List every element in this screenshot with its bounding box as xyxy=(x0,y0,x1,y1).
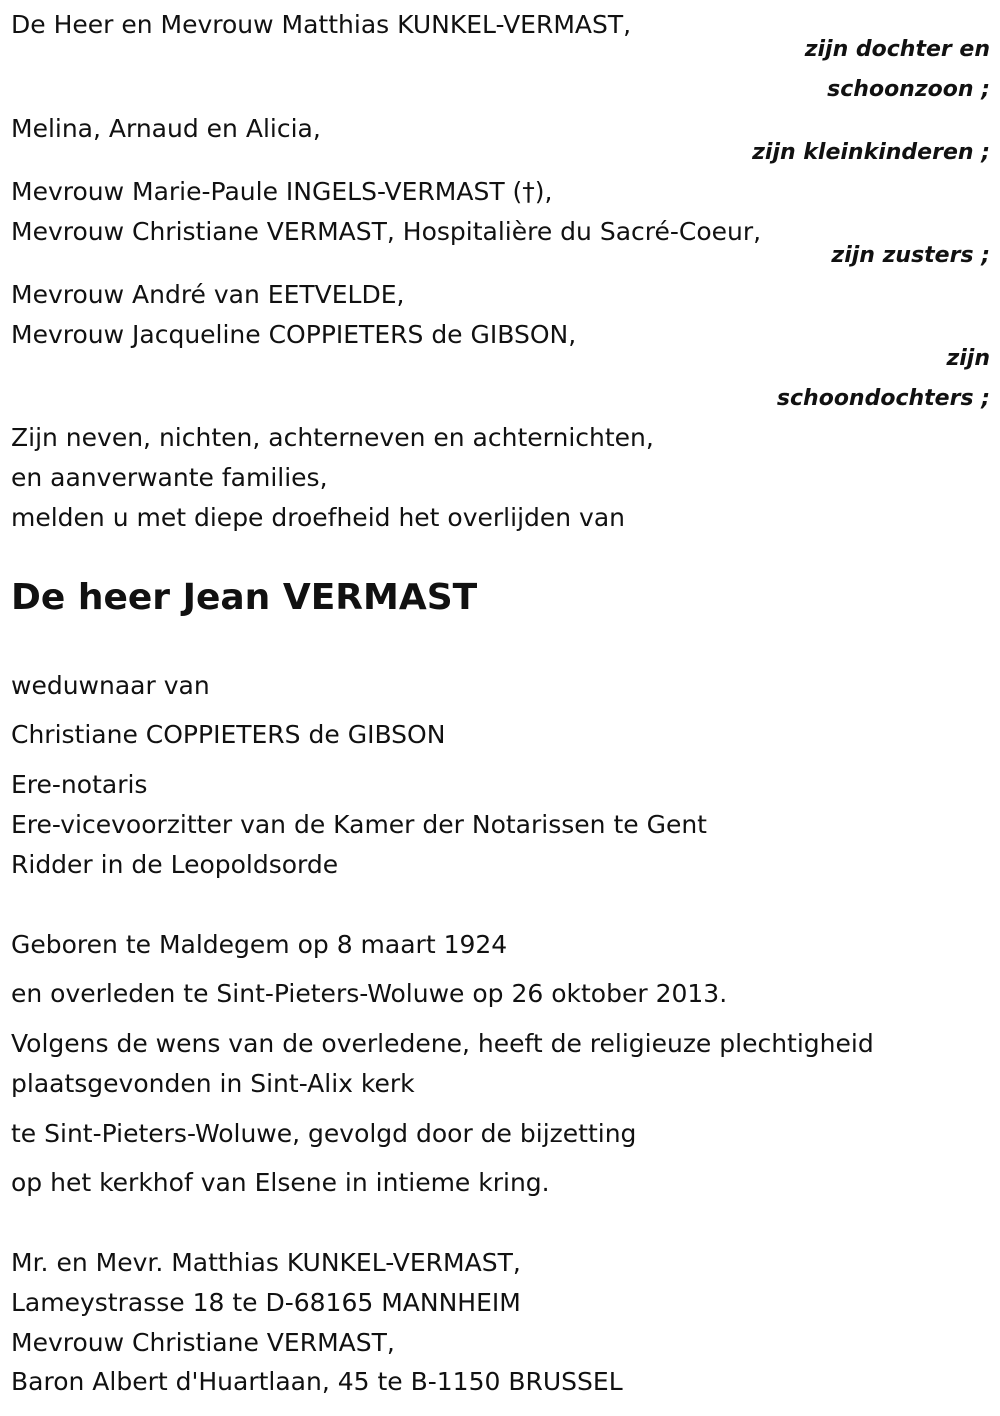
death-line: en overleden te Sint-Pieters-Woluwe op 26 oktober 2013. xyxy=(11,979,728,1008)
contact-2-name: Mevrouw Christiane VERMAST, xyxy=(11,1328,395,1357)
contact-2-address: Baron Albert d'Huartlaan, 45 te B-1150 BRUSSEL xyxy=(11,1367,623,1396)
relatives-line-2: en aanverwante families, xyxy=(11,463,328,492)
relatives-line-1: Zijn neven, nichten, achterneven en achternichten, xyxy=(11,423,654,452)
birth-line: Geboren te Maldegem op 8 maart 1924 xyxy=(11,930,508,959)
deceased-name: De heer Jean VERMAST xyxy=(11,577,478,618)
widower-label: weduwnaar van xyxy=(11,671,210,700)
announcement-line: melden u met diepe droefheid het overlijden van xyxy=(11,503,626,532)
sister-in-law-line-1: Mevrouw André van EETVELDE, xyxy=(11,280,405,309)
title-line-1: Ere-notaris xyxy=(11,770,148,799)
contact-1-address: Lameystrasse 18 te D-68165 MANNHEIM xyxy=(11,1288,521,1317)
daughter-line: De Heer en Mevrouw Matthias KUNKEL-VERMAST, xyxy=(11,10,632,39)
title-line-2: Ere-vicevoorzitter van de Kamer der Notarissen te Gent xyxy=(11,810,707,839)
ceremony-line-3: te Sint-Pieters-Woluwe, gevolgd door de bijzetting xyxy=(11,1119,637,1148)
ceremony-line-2: plaatsgevonden in Sint-Alix kerk xyxy=(11,1069,415,1098)
sisters-role: zijn zusters ; xyxy=(831,243,990,268)
grandchildren-line: Melina, Arnaud en Alicia, xyxy=(11,114,321,143)
sister-line-1: Mevrouw Marie-Paule INGELS-VERMAST (†), xyxy=(11,177,553,206)
sisters-in-law-role-line-1: zijn xyxy=(946,346,990,371)
sister-in-law-line-2: Mevrouw Jacqueline COPPIETERS de GIBSON, xyxy=(11,320,577,349)
title-line-3: Ridder in de Leopoldsorde xyxy=(11,850,339,879)
grandchildren-role: zijn kleinkinderen ; xyxy=(752,140,990,165)
ceremony-line-1: Volgens de wens van de overledene, heeft de religieuze plechtigheid xyxy=(11,1029,874,1058)
daughter-role-line-2: schoonzoon ; xyxy=(827,77,990,102)
sisters-in-law-role-line-2: schoondochters ; xyxy=(776,386,990,411)
ceremony-line-4: op het kerkhof van Elsene in intieme kring. xyxy=(11,1168,550,1197)
daughter-role-line-1: zijn dochter en xyxy=(804,37,990,62)
contact-1-name: Mr. en Mevr. Matthias KUNKEL-VERMAST, xyxy=(11,1248,521,1277)
sister-line-2: Mevrouw Christiane VERMAST, Hospitalière du Sacré-Coeur, xyxy=(11,217,762,246)
spouse-name: Christiane COPPIETERS de GIBSON xyxy=(11,720,446,749)
